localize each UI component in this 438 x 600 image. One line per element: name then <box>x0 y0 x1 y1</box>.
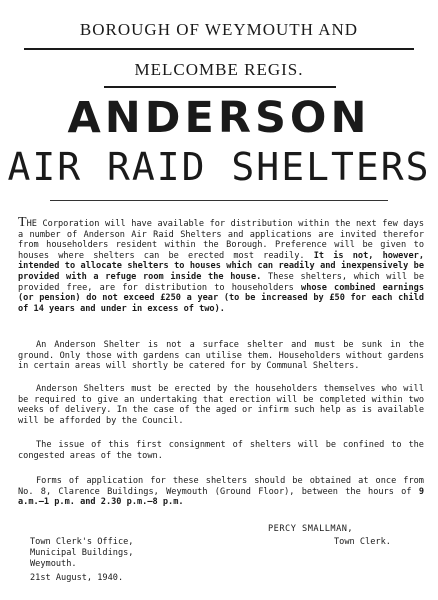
eligibility-notice: whose combined earnings (or pension) do not exceed £250 a year (to be increased by £50 for each child of 14 years and under in excess of two). <box>18 282 425 314</box>
distribution-text: These shelters, which will be provided free, are for distribution to householders <box>18 271 425 293</box>
address-line-2: Municipal Buildings, <box>30 548 134 558</box>
paragraph-consignment: The issue of this first consignment of shelters will be confined to the congested areas of the town. <box>18 440 424 461</box>
announcement-text: HE Corporation will have available for distribution within the next few days a number of Anderson Air Raid Shelters and applications are invited therefor from householders resident within the Borough. Preference will be given to houses where shelters can be erected most readily. <box>18 219 424 261</box>
address-line-1: Town Clerk's Office, <box>30 537 134 547</box>
office-hours: 9 a.m.—1 p.m. and 2.30 p.m.—8 p.m. <box>18 486 424 508</box>
title-divider <box>50 200 388 201</box>
signatory-name: PERCY SMALLMAN, <box>268 524 354 534</box>
signatory-title: Town Clerk. <box>334 537 391 547</box>
address-line-3: Weymouth. <box>30 559 77 569</box>
paragraph-announcement <box>18 215 425 314</box>
drop-cap: T <box>18 215 27 230</box>
melcombe-heading: MELCOMBE REGIS. <box>134 60 304 79</box>
paragraph-erection: Anderson Shelters must be erected by the householders themselves who will be required to give an undertaking that erection will be completed within two weeks of delivery. In the case of the aged or infirm such help as is available will be afforded by the Council. <box>18 384 424 426</box>
issue-date: 21st August, 1940. <box>30 573 124 583</box>
paragraph-shelter-type: An Anderson Shelter is not a surface shelter and must be sunk in the ground. Only those with gardens can utilise them. Householders without gardens in certain areas will shortly be catered for by Communal Shelters. <box>18 340 424 372</box>
borough-heading: BOROUGH OF WEYMOUTH AND <box>79 20 359 39</box>
poster-title-shelters: AIR RAID SHELTERS <box>7 145 431 189</box>
melcombe-underline <box>104 86 336 88</box>
allocation-notice: It is not, however, intended to allocate shelters to houses which can readily and inexpensively be provided with a refuge room inside the house. <box>18 250 424 282</box>
header-divider <box>24 48 414 50</box>
paragraph-application <box>18 476 424 508</box>
application-text: Forms of application for these shelters should be obtained at once from No. 8, Clarence Buildings, Weymouth (Ground Floor), between the hours of <box>18 476 424 497</box>
poster-title-anderson: ANDERSON <box>67 93 371 143</box>
